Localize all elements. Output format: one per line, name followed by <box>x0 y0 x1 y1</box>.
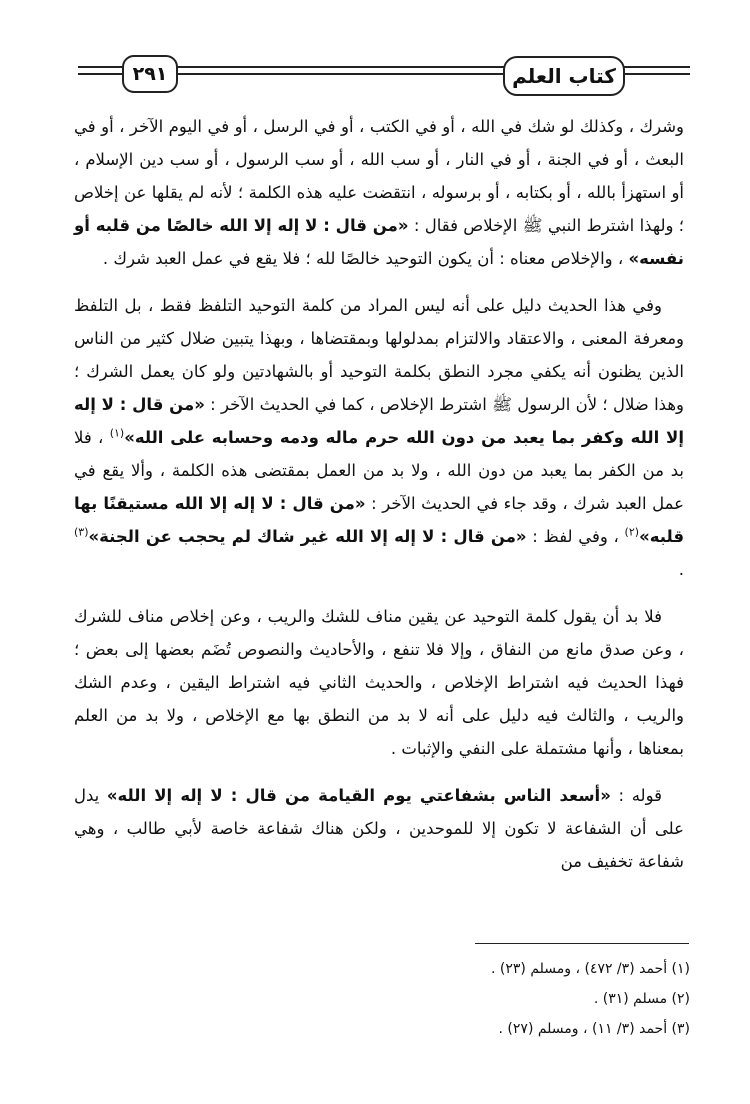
page-number: ٢٩١ <box>122 55 178 93</box>
hadith-quote-2: «من قال : لا إله إلا الله وكفر بما يعبد من دون الله حرم ماله ودمه وحسابه على الله» <box>74 395 684 447</box>
header-rule-middle-top <box>174 66 505 68</box>
hadith-quote-5: «أسعد الناس بشفاعتي يوم القيامة من قال : لا إله إلا الله» <box>106 786 611 805</box>
paragraph-3: فلا بد أن يقول كلمة التوحيد عن يقين مناف للشك والريب ، وعن إخلاص مناف للشرك ، وعن صدق مانع من النفاق ، وإلا فلا تنفع ، والأحاديث والنصوص تُضَم بعضها إلى بعض ؛ فهذا الحديث فيه اشتراط الإخلاص ، والحديث الثاني فيه اشتراط اليقين ، وعدم الشك والريب ، والثالث فيه دليل على أنه لا بد من النطق بها مع الإخلاص ، ولا بد من العلم بمعناها ، وأنها مشتملة على النفي والإثبات . <box>74 607 684 758</box>
paragraph-4-text-a: قوله : <box>618 786 662 805</box>
header-rule-left-top <box>78 66 124 68</box>
paragraph-4 <box>74 779 684 878</box>
paragraph-1-end: ، والإخلاص معناه : أن يكون التوحيد خالصًا لله ؛ فلا يقع في عمل العبد شرك . <box>102 249 624 268</box>
paragraph-2-end: . <box>678 560 684 579</box>
paragraph-2-text-a: وفي هذا الحديث دليل على أنه ليس المراد من كلمة التوحيد التلفظ فقط ، بل التلفظ ومعرفة المعنى ، والاعتقاد والالتزام بمدلولها وبمقتضاها ، وبهذا يتبين ضلال كثير من الناس الذين يظنون أنه يكفي مجرد النطق بكلمة التوحيد أو بالشهادتين ولو كان يعمل الشرك ؛ وهذا ضلال ؛ لأن الرسول ﷺ اشترط الإخلاص ، كما في الحديث الآخر : <box>74 296 684 414</box>
paragraph-1-text: وشرك ، وكذلك لو شك في الله ، أو في الكتب ، أو في الرسل ، أو في اليوم الآخر ، أو في البعث ، أو في الجنة ، أو في النار ، أو سب الله ، أو سب الرسول ، أو سب دين الإسلام ، أو استهزأ بالله ، أو بكتابه ، أو برسوله ، انتقضت عليه هذه الكلمة ؛ لأنه لم يقلها عن إخلاص ؛ ولهذا اشترط النبي ﷺ الإخلاص فقال : <box>74 117 685 235</box>
footnote-ref-3: (٣) <box>74 525 89 539</box>
header-rule-left-bottom <box>78 73 124 75</box>
header-rule-right-top <box>621 66 690 68</box>
hadith-quote-3: «من قال : لا إله إلا الله مستيقنًا بها قلبه» <box>74 494 685 546</box>
paragraph-1 <box>74 110 684 275</box>
footnote-ref-2: (٢) <box>624 525 640 539</box>
header-rule-right-bottom <box>621 73 690 75</box>
hadith-quote-4: «من قال : لا إله إلا الله غير شاك لم يحجب عن الجنة» <box>88 527 527 546</box>
paragraph-2-text-b: ، فلا بد من الكفر بما يعبد من دون الله ، ولا بد من العمل بمقتضى هذه الكلمة ، وألا يقع في عمل العبد شرك ، وقد جاء في الحديث الآخر : <box>74 428 685 513</box>
hadith-quote-1: «من قال : لا إله إلا الله خالصًا من قلبه أو نفسه» <box>74 216 684 268</box>
footnote-1: (١) أحمد (٣/ ٤٧٢) ، ومسلم (٢٣) . <box>491 961 690 977</box>
header-rule-middle-bottom <box>174 73 505 75</box>
footnote-2: (٢) مسلم (٣١) . <box>593 991 690 1007</box>
footnote-separator <box>475 943 689 944</box>
paragraph-4-text-b: يدل على أن الشفاعة لا تكون إلا للموحدين ، ولكن هناك شفاعة خاصة لأبي طالب ، وهي شفاعة تخفيف من <box>74 786 684 871</box>
body-text <box>74 110 684 878</box>
footnote-3: (٣) أحمد (٣/ ١١) ، ومسلم (٢٧) . <box>498 1021 690 1037</box>
paragraph-2 <box>74 289 684 586</box>
footnote-ref-1: (١) <box>109 426 125 440</box>
chapter-title: كتاب العلم <box>503 56 625 96</box>
footnotes <box>300 954 690 1044</box>
paragraph-2-text-c: ، وفي لفظ : <box>532 527 619 546</box>
